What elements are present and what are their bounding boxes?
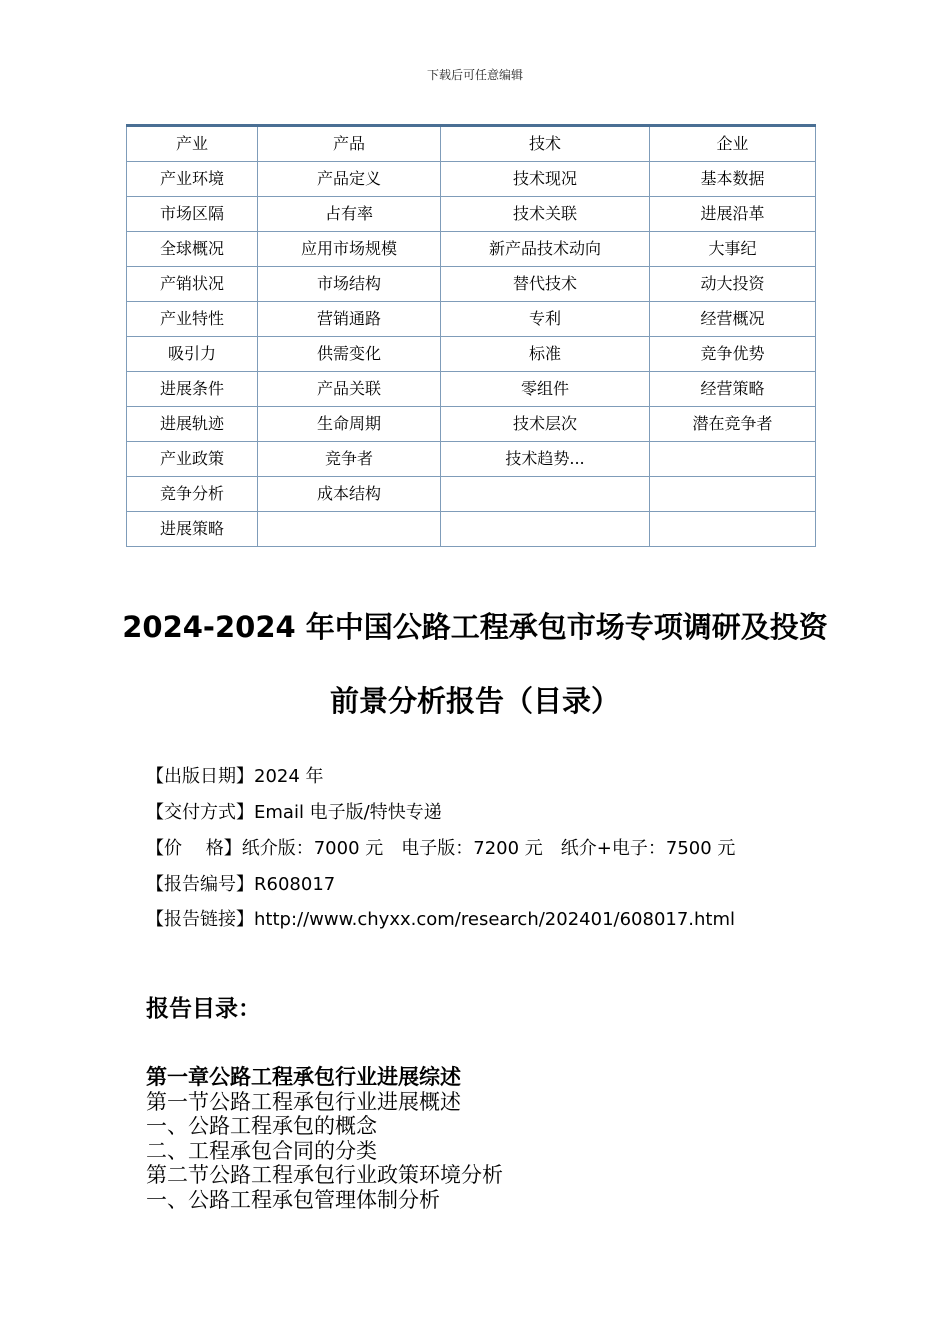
table-cell: 产品关联 bbox=[258, 372, 441, 407]
table-cell: 市场区隔 bbox=[127, 197, 258, 232]
publish-date-value: 2024 年 bbox=[254, 766, 324, 787]
table-header-cell: 产品 bbox=[258, 126, 441, 162]
table-cell: 潜在竞争者 bbox=[650, 407, 816, 442]
table-cell: 技术现况 bbox=[441, 162, 650, 197]
table-row bbox=[127, 197, 816, 232]
table-cell: 大事纪 bbox=[650, 232, 816, 267]
report-title-line-2: 前景分析报告（目录） bbox=[329, 684, 620, 718]
table-row bbox=[127, 407, 816, 442]
table-cell: 经营策略 bbox=[650, 372, 816, 407]
report-title-line-1: 2024-2024 年中国公路工程承包市场专项调研及投资 bbox=[122, 610, 828, 644]
table-cell bbox=[650, 442, 816, 477]
table-cell: 产业环境 bbox=[127, 162, 258, 197]
table-row bbox=[127, 372, 816, 407]
table-cell: 产业政策 bbox=[127, 442, 258, 477]
toc-item: 二、工程承包合同的分类 bbox=[146, 1138, 377, 1163]
table-cell: 进展轨迹 bbox=[127, 407, 258, 442]
table-row bbox=[127, 162, 816, 197]
page-header-note: 下载后可任意编辑 bbox=[426, 68, 523, 82]
table-cell bbox=[650, 477, 816, 512]
table-cell: 进展条件 bbox=[127, 372, 258, 407]
table-cell: 替代技术 bbox=[441, 267, 650, 302]
table-cell: 产品定义 bbox=[258, 162, 441, 197]
table-cell: 动大投资 bbox=[650, 267, 816, 302]
research-matrix-body bbox=[127, 126, 816, 547]
table-cell: 营销通路 bbox=[258, 302, 441, 337]
toc-section: 第二节公路工程承包行业政策环境分析 bbox=[146, 1163, 503, 1187]
publish-date-label: 【出版日期】 bbox=[146, 766, 254, 787]
table-row bbox=[127, 267, 816, 302]
table-cell: 全球概况 bbox=[127, 232, 258, 267]
toc-section: 第一节公路工程承包行业进展概述 bbox=[146, 1089, 461, 1114]
table-cell: 竞争者 bbox=[258, 442, 441, 477]
table-row bbox=[127, 337, 816, 372]
table-cell: 产销状况 bbox=[127, 267, 258, 302]
table-row bbox=[127, 512, 816, 547]
publish-date bbox=[146, 766, 324, 788]
table-cell: 占有率 bbox=[258, 197, 441, 232]
delivery-method bbox=[146, 802, 442, 824]
table-cell: 经营概况 bbox=[650, 302, 816, 337]
table-cell: 吸引力 bbox=[127, 337, 258, 372]
table-cell: 标准 bbox=[441, 337, 650, 372]
toc-chapter: 第一章公路工程承包行业进展综述 bbox=[146, 1065, 461, 1089]
toc-heading: 报告目录： bbox=[146, 996, 261, 1022]
table-header-cell: 产业 bbox=[127, 126, 258, 162]
price bbox=[146, 838, 735, 860]
table-cell: 竞争分析 bbox=[127, 477, 258, 512]
table-cell: 市场结构 bbox=[258, 267, 441, 302]
table-row bbox=[127, 302, 816, 337]
table-cell bbox=[650, 512, 816, 547]
table-row bbox=[127, 477, 816, 512]
table-cell: 进展沿革 bbox=[650, 197, 816, 232]
table-cell: 技术趋势... bbox=[441, 442, 650, 477]
report-link bbox=[146, 909, 735, 931]
table-cell bbox=[441, 512, 650, 547]
table-cell bbox=[258, 512, 441, 547]
table-row bbox=[127, 442, 816, 477]
table-cell: 基本数据 bbox=[650, 162, 816, 197]
table-cell: 技术关联 bbox=[441, 197, 650, 232]
report-link-url[interactable]: http://www.chyxx.com/research/202401/608017.html bbox=[254, 909, 736, 930]
price-label: 【价 格】 bbox=[146, 838, 242, 859]
table-cell bbox=[441, 477, 650, 512]
toc-list bbox=[146, 1065, 503, 1212]
table-cell: 竞争优势 bbox=[650, 337, 816, 372]
table-cell: 专利 bbox=[441, 302, 650, 337]
table-cell: 零组件 bbox=[441, 372, 650, 407]
table-cell: 新产品技术动向 bbox=[441, 232, 650, 267]
report-link-label: 【报告链接】 bbox=[146, 909, 254, 930]
delivery-method-label: 【交付方式】 bbox=[146, 802, 254, 823]
report-code-label: 【报告编号】 bbox=[146, 874, 254, 895]
table-cell: 应用市场规模 bbox=[258, 232, 441, 267]
table-cell: 进展策略 bbox=[127, 512, 258, 547]
report-code-value: R608017 bbox=[254, 874, 336, 895]
table-header-row bbox=[127, 126, 816, 162]
table-cell: 生命周期 bbox=[258, 407, 441, 442]
price-value: 纸介版：7000 元 电子版：7200 元 纸介+电子：7500 元 bbox=[241, 838, 736, 859]
table-row bbox=[127, 232, 816, 267]
table-header-cell: 技术 bbox=[441, 126, 650, 162]
research-matrix-table bbox=[126, 124, 816, 547]
table-cell: 技术层次 bbox=[441, 407, 650, 442]
table-cell: 产业特性 bbox=[127, 302, 258, 337]
toc-item: 一、公路工程承包的概念 bbox=[146, 1114, 377, 1138]
table-cell: 成本结构 bbox=[258, 477, 441, 512]
table-cell: 供需变化 bbox=[258, 337, 441, 372]
delivery-method-value: Email 电子版/特快专递 bbox=[254, 802, 442, 823]
report-code bbox=[146, 874, 335, 896]
toc-item: 一、公路工程承包管理体制分析 bbox=[146, 1187, 440, 1212]
table-header-cell: 企业 bbox=[650, 126, 816, 162]
